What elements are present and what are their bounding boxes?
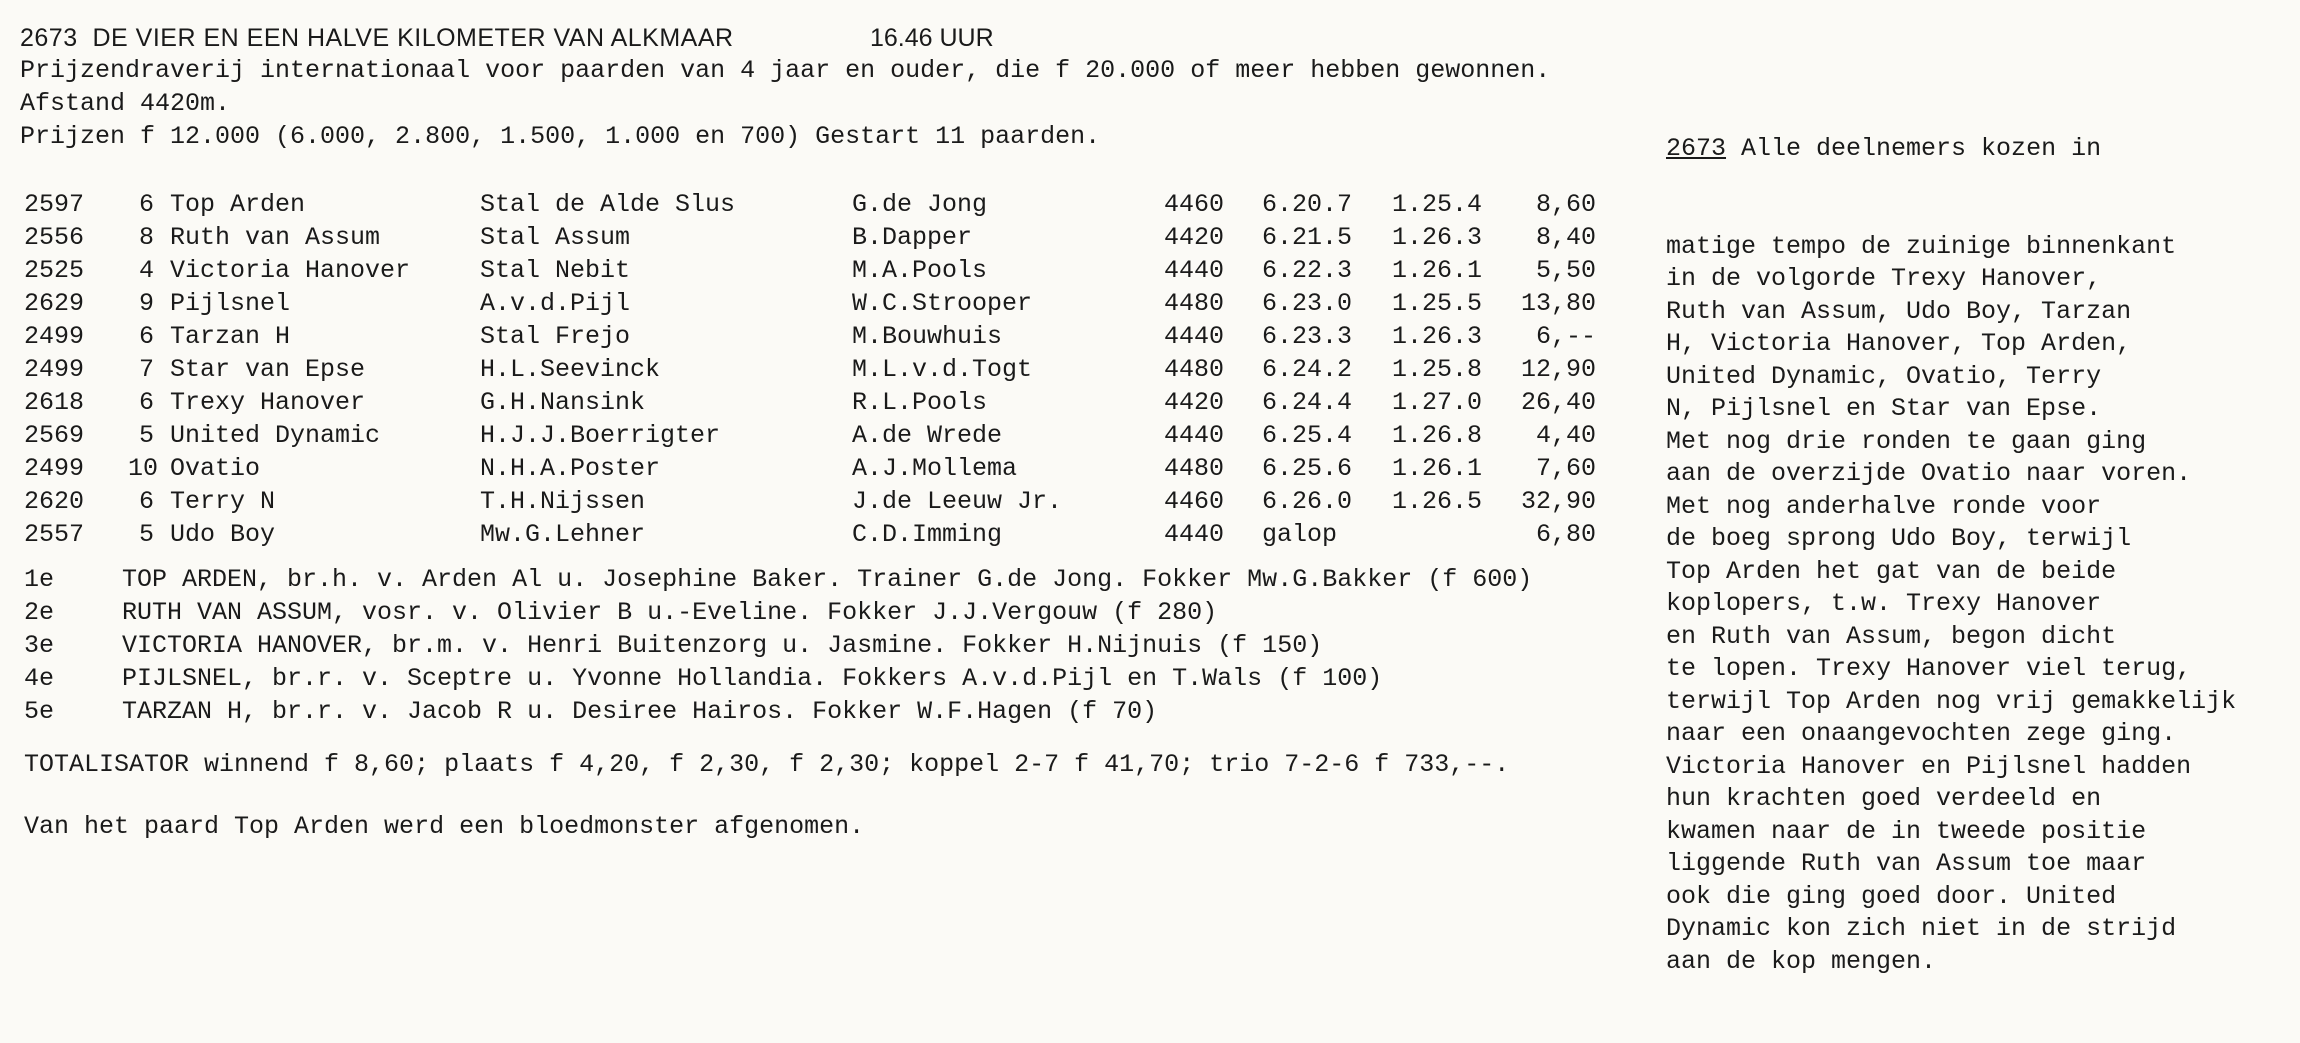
cell-horse: Ovatio	[170, 454, 261, 483]
cell-prev: 2499	[24, 322, 85, 351]
cell-horse: Star van Epse	[170, 355, 366, 384]
cell-owner: Stal de Alde Slus	[480, 190, 736, 219]
report-line: kwamen naar de in tweede positie	[1666, 816, 2147, 846]
cell-jockey: M.Bouwhuis	[852, 322, 1003, 351]
report-lines	[1666, 231, 2236, 979]
cell-odds: 32,90	[1520, 487, 1596, 516]
cell-time: 6.25.6	[1262, 454, 1353, 483]
report-line: H, Victoria Hanover, Top Arden,	[1666, 329, 2132, 358]
cell-time: 6.23.0	[1262, 289, 1353, 318]
cell-num: 8	[138, 223, 154, 252]
cell-horse: Pijlsnel	[170, 289, 291, 318]
cell-dist: 4480	[1164, 355, 1225, 384]
race-prizes: Prijzen f 12.000 (6.000, 2.800, 1.500, 1.000 en 700) Gestart 11 paarden.	[20, 122, 1101, 151]
cell-num: 9	[138, 289, 154, 318]
cell-num: 7	[138, 355, 154, 384]
cell-horse: Udo Boy	[170, 520, 276, 549]
cell-num: 10	[128, 454, 159, 483]
placing-position: 4e	[24, 664, 55, 693]
cell-time: 6.21.5	[1262, 223, 1353, 252]
blood-sample-note: Van het paard Top Arden werd een bloedmonster afgenomen.	[24, 812, 865, 841]
cell-km: 1.26.5	[1392, 487, 1483, 516]
report-line: aan de overzijde Ovatio naar voren.	[1666, 459, 2192, 488]
cell-prev: 2569	[24, 421, 85, 450]
cell-owner: A.v.d.Pijl	[480, 289, 631, 318]
cell-num: 6	[138, 487, 154, 516]
cell-num: 4	[138, 256, 154, 285]
cell-owner: T.H.Nijssen	[480, 487, 646, 516]
cell-prev: 2620	[24, 487, 85, 516]
cell-prev: 2629	[24, 289, 85, 318]
report-line: hun krachten goed verdeeld en	[1666, 784, 2102, 813]
race-title: 2673 DE VIER EN EEN HALVE KILOMETER VAN ALKMAAR	[20, 24, 734, 52]
cell-prev: 2597	[24, 190, 85, 219]
cell-odds: 4,40	[1535, 421, 1596, 450]
cell-time: 6.22.3	[1262, 256, 1353, 285]
report-line: te lopen. Trexy Hanover viel terug,	[1666, 654, 2192, 683]
cell-num: 6	[138, 322, 154, 351]
cell-odds: 5,50	[1535, 256, 1596, 285]
race-description: Prijzendraverij internationaal voor paarden van 4 jaar en ouder, die f 20.000 of meer hebben gewonnen.	[20, 56, 1551, 85]
report-line: aan de kop mengen.	[1666, 946, 1937, 976]
cell-horse: Victoria Hanover	[170, 256, 411, 285]
placing-pedigree: PIJLSNEL, br.r. v. Sceptre u. Yvonne Hollandia. Fokkers A.v.d.Pijl en T.Wals (f 100)	[122, 664, 1383, 693]
cell-jockey: J.de Leeuw Jr.	[852, 487, 1063, 516]
cell-time: 6.26.0	[1262, 487, 1353, 516]
cell-horse: United Dynamic	[170, 421, 381, 450]
cell-km: 1.27.0	[1392, 388, 1483, 417]
cell-km: 1.26.3	[1392, 322, 1483, 351]
report-line: Dynamic kon zich niet in de strijd	[1666, 914, 2177, 943]
cell-num: 5	[138, 520, 154, 549]
report-race-ref: 2673	[1666, 134, 1727, 163]
report-line: Met nog anderhalve ronde voor	[1666, 491, 2102, 521]
totalisator-line: TOTALISATOR winnend f 8,60; plaats f 4,20, f 2,30, f 2,30; koppel 2-7 f 41,70; trio 7-2-6 f 733,--.	[24, 750, 1510, 779]
cell-num: 6	[138, 190, 154, 219]
report-line: naar een onaangevochten zege ging.	[1666, 719, 2177, 748]
cell-owner: Stal Frejo	[480, 322, 631, 351]
cell-km: 1.25.5	[1392, 289, 1483, 318]
cell-num: 6	[138, 388, 154, 417]
cell-jockey: B.Dapper	[852, 223, 973, 252]
cell-jockey: W.C.Strooper	[852, 289, 1033, 318]
report-line: Top Arden het gat van de beide	[1666, 556, 2117, 586]
cell-time: 6.20.7	[1262, 190, 1353, 219]
cell-dist: 4440	[1164, 520, 1225, 549]
report-line: Victoria Hanover en Pijlsnel hadden	[1666, 751, 2192, 781]
cell-dist: 4480	[1164, 454, 1225, 483]
cell-time: 6.24.4	[1262, 388, 1353, 417]
cell-prev: 2618	[24, 388, 85, 417]
cell-odds: 13,80	[1520, 289, 1596, 318]
race-distance: Afstand 4420m.	[20, 89, 231, 118]
report-line: United Dynamic, Ovatio, Terry	[1666, 361, 2102, 391]
report-line: N, Pijlsnel en Star van Epse.	[1666, 394, 2102, 423]
cell-dist: 4440	[1164, 421, 1225, 450]
cell-odds: 8,60	[1535, 190, 1596, 219]
cell-prev: 2499	[24, 355, 85, 384]
cell-km: 1.26.1	[1392, 454, 1483, 483]
cell-time: 6.23.3	[1262, 322, 1353, 351]
placing-position: 3e	[24, 631, 55, 660]
race-report	[1666, 68, 2236, 1043]
report-line: koplopers, t.w. Trexy Hanover	[1666, 589, 2102, 618]
cell-dist: 4440	[1164, 322, 1225, 351]
cell-dist: 4440	[1164, 256, 1225, 285]
cell-owner: Stal Assum	[480, 223, 631, 252]
cell-km: 1.26.3	[1392, 223, 1483, 252]
cell-jockey: M.A.Pools	[852, 256, 988, 285]
placing-pedigree: TARZAN H, br.r. v. Jacob R u. Desiree Hairos. Fokker W.F.Hagen (f 70)	[122, 697, 1158, 726]
cell-prev: 2525	[24, 256, 85, 285]
cell-time: 6.25.4	[1262, 421, 1353, 450]
placing-position: 5e	[24, 697, 55, 726]
cell-owner: Mw.G.Lehner	[480, 520, 646, 549]
cell-jockey: G.de Jong	[852, 190, 988, 219]
cell-odds: 6,80	[1535, 520, 1596, 549]
cell-horse: Ruth van Assum	[170, 223, 381, 252]
report-line: en Ruth van Assum, begon dicht	[1666, 621, 2117, 651]
cell-dist: 4460	[1164, 190, 1225, 219]
cell-jockey: R.L.Pools	[852, 388, 988, 417]
cell-odds: 26,40	[1520, 388, 1596, 417]
report-line: Met nog drie ronden te gaan ging	[1666, 426, 2147, 456]
cell-km: 1.26.1	[1392, 256, 1483, 285]
cell-dist: 4480	[1164, 289, 1225, 318]
cell-km: 1.25.4	[1392, 190, 1483, 219]
cell-odds: 6,--	[1535, 322, 1596, 351]
placing-position: 2e	[24, 598, 55, 627]
report-line: liggende Ruth van Assum toe maar	[1666, 849, 2147, 878]
placing-pedigree: RUTH VAN ASSUM, vosr. v. Olivier B u.-Eveline. Fokker J.J.Vergouw (f 280)	[122, 598, 1218, 627]
report-line: terwijl Top Arden nog vrij gemakkelijk	[1666, 686, 2237, 716]
cell-horse: Tarzan H	[170, 322, 291, 351]
cell-jockey: A.de Wrede	[852, 421, 1003, 450]
cell-jockey: A.J.Mollema	[852, 454, 1018, 483]
report-line: in de volgorde Trexy Hanover,	[1666, 264, 2102, 293]
cell-horse: Trexy Hanover	[170, 388, 366, 417]
report-line: Ruth van Assum, Udo Boy, Tarzan	[1666, 296, 2132, 326]
cell-jockey: M.L.v.d.Togt	[852, 355, 1033, 384]
report-line: ook die ging goed door. United	[1666, 881, 2117, 911]
cell-num: 5	[138, 421, 154, 450]
cell-owner: H.J.J.Boerrigter	[480, 421, 721, 450]
race-time: 16.46 UUR	[870, 24, 994, 52]
cell-odds: 12,90	[1520, 355, 1596, 384]
cell-time: 6.24.2	[1262, 355, 1353, 384]
cell-prev: 2499	[24, 454, 85, 483]
cell-time: galop	[1262, 520, 1338, 549]
cell-dist: 4420	[1164, 388, 1225, 417]
cell-km: 1.26.8	[1392, 421, 1483, 450]
cell-horse: Terry N	[170, 487, 276, 516]
cell-prev: 2557	[24, 520, 85, 549]
cell-owner: N.H.A.Poster	[480, 454, 661, 483]
cell-dist: 4420	[1164, 223, 1225, 252]
cell-jockey: C.D.Imming	[852, 520, 1003, 549]
cell-prev: 2556	[24, 223, 85, 252]
placing-pedigree: TOP ARDEN, br.h. v. Arden Al u. Josephine Baker. Trainer G.de Jong. Fokker Mw.G.Bakker (f 600)	[122, 565, 1533, 594]
cell-owner: Stal Nebit	[480, 256, 631, 285]
report-line: matige tempo de zuinige binnenkant	[1666, 231, 2177, 261]
cell-owner: G.H.Nansink	[480, 388, 646, 417]
cell-odds: 8,40	[1535, 223, 1596, 252]
report-first-line-text: Alle deelnemers kozen in	[1726, 134, 2102, 163]
cell-dist: 4460	[1164, 487, 1225, 516]
cell-km: 1.25.8	[1392, 355, 1483, 384]
cell-owner: H.L.Seevinck	[480, 355, 661, 384]
placing-pedigree: VICTORIA HANOVER, br.m. v. Henri Buitenzorg u. Jasmine. Fokker H.Nijnuis (f 150)	[122, 631, 1323, 660]
report-first-line	[1666, 133, 2236, 166]
report-line: de boeg sprong Udo Boy, terwijl	[1666, 524, 2132, 553]
cell-odds: 7,60	[1535, 454, 1596, 483]
placing-position: 1e	[24, 565, 55, 594]
cell-horse: Top Arden	[170, 190, 306, 219]
